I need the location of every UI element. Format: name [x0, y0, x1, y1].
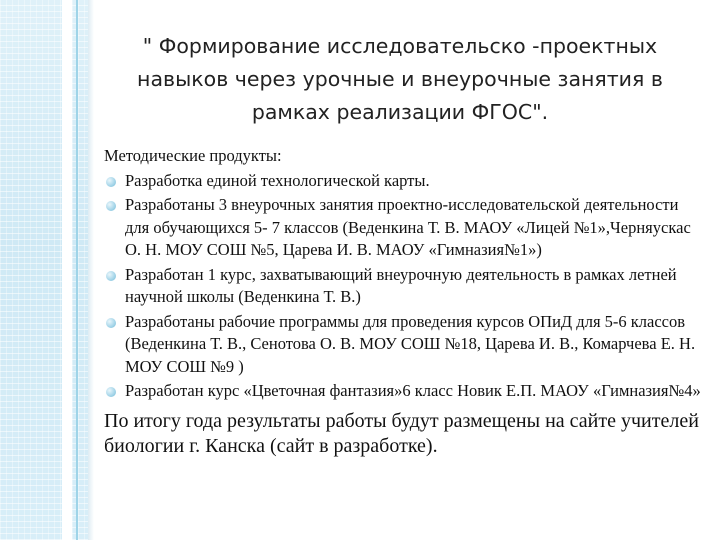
slide-title: " Формирование исследовательско -проектных навыков через урочные и внеурочные занятия в рамках реализации ФГОС". [137, 34, 663, 124]
band-shadow [88, 0, 94, 540]
list-item-text: Разработаны 3 внеурочных занятия проектно-исследовательской деятельности для обучающихся 5- 7 классов (Веденкина Т. В. МАОУ «Лицей №1»,Черняускас О. Н. МОУ СОШ №5, Царева И. В. МАОУ «Гимназия№1») [125, 195, 691, 259]
list-item-text: Разработаны рабочие программы для проведения курсов ОПиД для 5-6 классов (Веденкина Т. В., Сенотова О. В. МОУ СОШ №18, Царева И. В., Комарчева Е. Н. МОУ СОШ №9 ) [125, 311, 696, 376]
band-white-stripe [62, 0, 72, 540]
list-item [104, 380, 704, 403]
list-item-text: Разработан курс «Цветочная фантазия»6 класс Новик Е.П. МАОУ «Гимназия№4» [125, 381, 701, 400]
products-list [104, 170, 704, 403]
intro-text: Методические продукты: [104, 146, 282, 165]
list-item [104, 264, 704, 309]
list-item [104, 311, 704, 379]
band-pattern [0, 0, 88, 540]
list-item-text: Разработан 1 курс, захватывающий внеурочную деятельность в рамках летней научной школы (Веденкина Т. В.) [125, 264, 677, 306]
band-accent-line [76, 0, 78, 540]
slide-content [104, 145, 704, 459]
summary-text: По итогу года результаты работы будут размещены на сайте учителей биологии г. Канска (сайт в разработке). [104, 409, 699, 457]
list-item [104, 170, 704, 193]
decorative-side-band [0, 0, 88, 540]
bullet-icon [106, 201, 116, 211]
list-item-text: Разработка единой технологической карты. [125, 170, 430, 190]
bullet-icon [106, 177, 116, 187]
bullet-icon [106, 318, 116, 328]
bullet-icon [106, 271, 116, 281]
list-item [104, 194, 704, 262]
bullet-icon [106, 387, 116, 397]
